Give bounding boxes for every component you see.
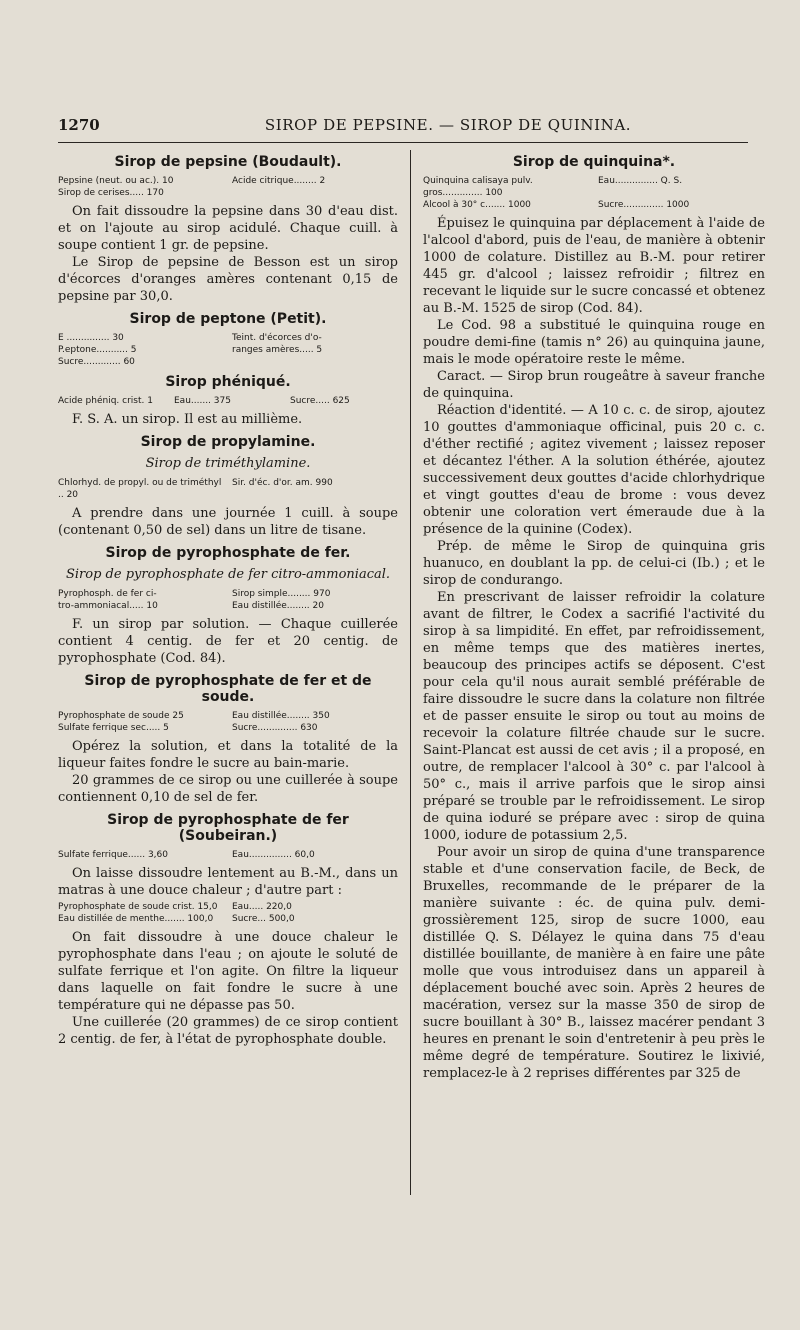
section-subtitle: Sirop de pyrophosphate de fer citro-ammoniacal. (65, 567, 391, 582)
recipe-item: P.eptone........... 5 (58, 345, 137, 355)
recipe-item: Acide phéniq. crist. 1 (58, 396, 153, 406)
paragraph: 20 grammes de ce sirop ou une cuillerée à soupe contiennent 0,10 de sel de fer. (58, 773, 398, 805)
section-title: Sirop de peptone (Petit). (129, 311, 327, 327)
recipe-item: Sucre..... 625 (290, 396, 350, 406)
recipe-item: Eau............... Q. S. (598, 176, 683, 186)
paragraph: On laisse dissoudre lentement au B.-M., dans un matras à une douce chaleur ; d'autre part : (58, 866, 398, 898)
recipe-table (58, 901, 398, 925)
paragraph: Le Cod. 98 a substitué le quinquina rouge en poudre demi-fine (tamis n° 26) au quinquina jaune, mais le mode opératoire reste le même. (423, 318, 765, 367)
recipe-item: Sir. d'éc. d'or. am. 990 (232, 478, 333, 488)
section-title: Sirop phéniqué. (165, 374, 291, 390)
recipe-item: ranges amères..... 5 (232, 345, 323, 355)
recipe-item (232, 187, 398, 199)
paragraph: Le Sirop de pepsine de Besson est un sirop d'écorces d'oranges amères contenant 0,15 de pepsine par 30,0. (58, 255, 398, 304)
left-column (58, 148, 398, 1048)
recipe-item: Pepsine (neut. ou ac.). 10 (58, 176, 174, 186)
paragraph: Opérez la solution, et dans la totalité de la liqueur faites fondre le sucre au bain-marie. (58, 739, 398, 771)
recipe-item: Sucre.............. 1000 (598, 200, 690, 210)
recipe-item: Sucre............. 60 (58, 357, 135, 367)
paragraph: On fait dissoudre à une douce chaleur le pyrophosphate dans l'eau ; on ajoute le soluté de sulfate ferrique et l'on agite. On filtre la liqueur dans laquelle on fait fondre le sucre à une température qui ne dépasse pas 50. (58, 930, 398, 1013)
recipe-item: Eau distillée........ 350 (232, 711, 330, 721)
recipe-item: Sucre... 500,0 (232, 914, 295, 924)
recipe-item: Pyrophosphate de soude 25 (58, 711, 184, 721)
recipe-item: Sirop simple........ 970 (232, 589, 331, 599)
recipe-item: Pyrophosph. de fer ci- (58, 589, 157, 599)
page-number: 1270 (58, 116, 100, 134)
recipe-item: Alcool à 30° c....... 1000 (423, 200, 531, 210)
recipe-item: Sulfate ferrique sec..... 5 (58, 723, 169, 733)
recipe-item (232, 356, 398, 368)
paragraph: F. un sirop par solution. — Chaque cuillerée contient 4 centig. de fer et 20 centig. de pyrophosphate (Cod. 84). (58, 617, 398, 666)
paragraph: On fait dissoudre la pepsine dans 30 d'eau dist. et on l'ajoute au sirop acidulé. Chaque cuill. à soupe contient 1 gr. de pepsine. (58, 204, 398, 253)
recipe-table (58, 477, 398, 501)
recipe-item: E ............... 30 (58, 333, 124, 343)
recipe-table (58, 175, 398, 199)
paragraph: A prendre dans une journée 1 cuill. à soupe (contenant 0,50 de sel) dans un litre de tisane. (58, 506, 398, 538)
section-title: Sirop de pyrophosphate de fer. (105, 545, 351, 561)
recipe-item: tro-ammoniacal..... 10 (58, 601, 158, 611)
recipe-item: Quinquina calisaya pulv. gros.............. 100 (423, 176, 533, 198)
section-subtitle: Sirop de triméthylamine. (145, 456, 311, 471)
recipe-item: Sirop de cerises..... 170 (58, 188, 164, 198)
page-header (58, 116, 748, 140)
recipe-item: Sucre.............. 630 (232, 723, 318, 733)
recipe-table (58, 332, 398, 368)
running-title: SIROP DE PEPSINE. — SIROP DE QUININA. (264, 116, 632, 134)
recipe-item: Sulfate ferrique...... 3,60 (58, 850, 168, 860)
recipe-item: Eau distillée de menthe....... 100,0 (58, 914, 214, 924)
recipe-item: Eau............... 60,0 (232, 850, 315, 860)
header-rule (58, 142, 748, 143)
paragraph: Épuisez le quinquina par déplacement à l'aide de l'alcool d'abord, puis de l'eau, de manière à obtenir 1000 de colature. Distillez au B.-M. pour retirer 445 gr. d'alcool ; laissez refroidir ; filtrez en recevant le liquide sur le sucre concassé et obtenez au B.-M. 1525 de sirop (Cod. 84). (423, 216, 765, 316)
paragraph: En prescrivant de laisser refroidir la colature avant de filtrer, le Codex a sacrifié l'activité du sirop à sa limpidité. En effet, par refroidissement, en même temps que des matières inertes, beaucoup des principes actifs se déposent. C'est pour cela qu'il nous aurait semblé préférable de faire dissoudre le sucre dans la colature non filtrée et de passer ensuite le sirop ou tout au moins de recevoir la colature filtrée chaude sur le sucre. Saint-Plancat est aussi de cet avis ; il a proposé, en outre, de remplacer l'alcool à 30° c. par l'alcool à 50° c., mais il arrive parfois que le sirop ainsi préparé se trouble par le refroidissement. Le sirop de quina ioduré se prépare avec : sirop de quina 1000, iodure de potassium 2,5. (423, 590, 765, 843)
section-title: Sirop de propylamine. (140, 434, 316, 450)
paragraph: Caract. — Sirop brun rougeâtre à saveur franche de quinquina. (423, 369, 765, 401)
section-title: Sirop de pepsine (Boudault). (114, 154, 342, 170)
section-title: Sirop de pyrophosphate de fer (Soubeiran.) (107, 812, 349, 844)
recipe-item: Acide citrique........ 2 (232, 176, 326, 186)
paragraph: Réaction d'identité. — A 10 c. c. de sirop, ajoutez 10 gouttes d'ammoniaque officinal, puis 20 c. c. d'éther rectifié ; agitez vivement ; laissez reposer et décantez l'éther. A la solution éthérée, ajoutez successivement deux gouttes d'acide chlorhydrique et vingt gouttes d'eau de brome : vous devez obtenir une coloration vert émeraude due à la présence de la quinine (Codex). (423, 403, 765, 537)
recipe-item: Teint. d'écorces d'o- (232, 333, 322, 343)
recipe-item: Pyrophosphate de soude crist. 15,0 (58, 902, 218, 912)
section-title: Sirop de pyrophosphate de fer et de soude. (84, 673, 372, 705)
recipe-table (58, 395, 398, 407)
section-title: Sirop de quinquina*. (512, 154, 676, 170)
recipe-table (58, 710, 398, 734)
paragraph: Une cuillerée (20 grammes) de ce sirop contient 2 centig. de fer, à l'état de pyrophosphate double. (58, 1015, 398, 1047)
recipe-table (423, 175, 765, 211)
recipe-item: Eau distillée........ 20 (232, 601, 324, 611)
column-divider (410, 150, 411, 1195)
recipe-item: Eau..... 220,0 (232, 902, 292, 912)
recipe-item: Eau....... 375 (174, 396, 231, 406)
recipe-table (58, 588, 398, 612)
paragraph: Pour avoir un sirop de quina d'une transparence stable et d'une conservation facile, de Beck, de Bruxelles, recommande de le préparer de la manière suivante : éc. de quina pulv. demi-grossièrement 125, sirop de sucre 1000, eau distillée Q. S. Délayez le quina dans 75 d'eau distillée bouillante, de manière à en faire une pâte molle que vous introduisez dans un appareil à déplacement bouché avec soin. Après 2 heures de macération, versez sur la masse 350 de sirop de sucre bouillant à 30° B., laissez macérer pendant 3 heures en prenant le soin d'entretenir à peu près le même degré de température. Soutirez le lixivié, remplacez-le à 2 reprises différentes par 325 de (423, 845, 765, 1081)
recipe-item: Chlorhyd. de propyl. ou de triméthyl .. 20 (58, 478, 222, 500)
recipe-table (58, 849, 398, 861)
right-column (423, 148, 765, 1082)
paragraph: F. S. A. un sirop. Il est au millième. (72, 412, 303, 427)
paragraph: Prép. de même le Sirop de quinquina gris huanuco, en doublant la pp. de celui-ci (Ib.) ; et le sirop de condurango. (423, 539, 765, 588)
